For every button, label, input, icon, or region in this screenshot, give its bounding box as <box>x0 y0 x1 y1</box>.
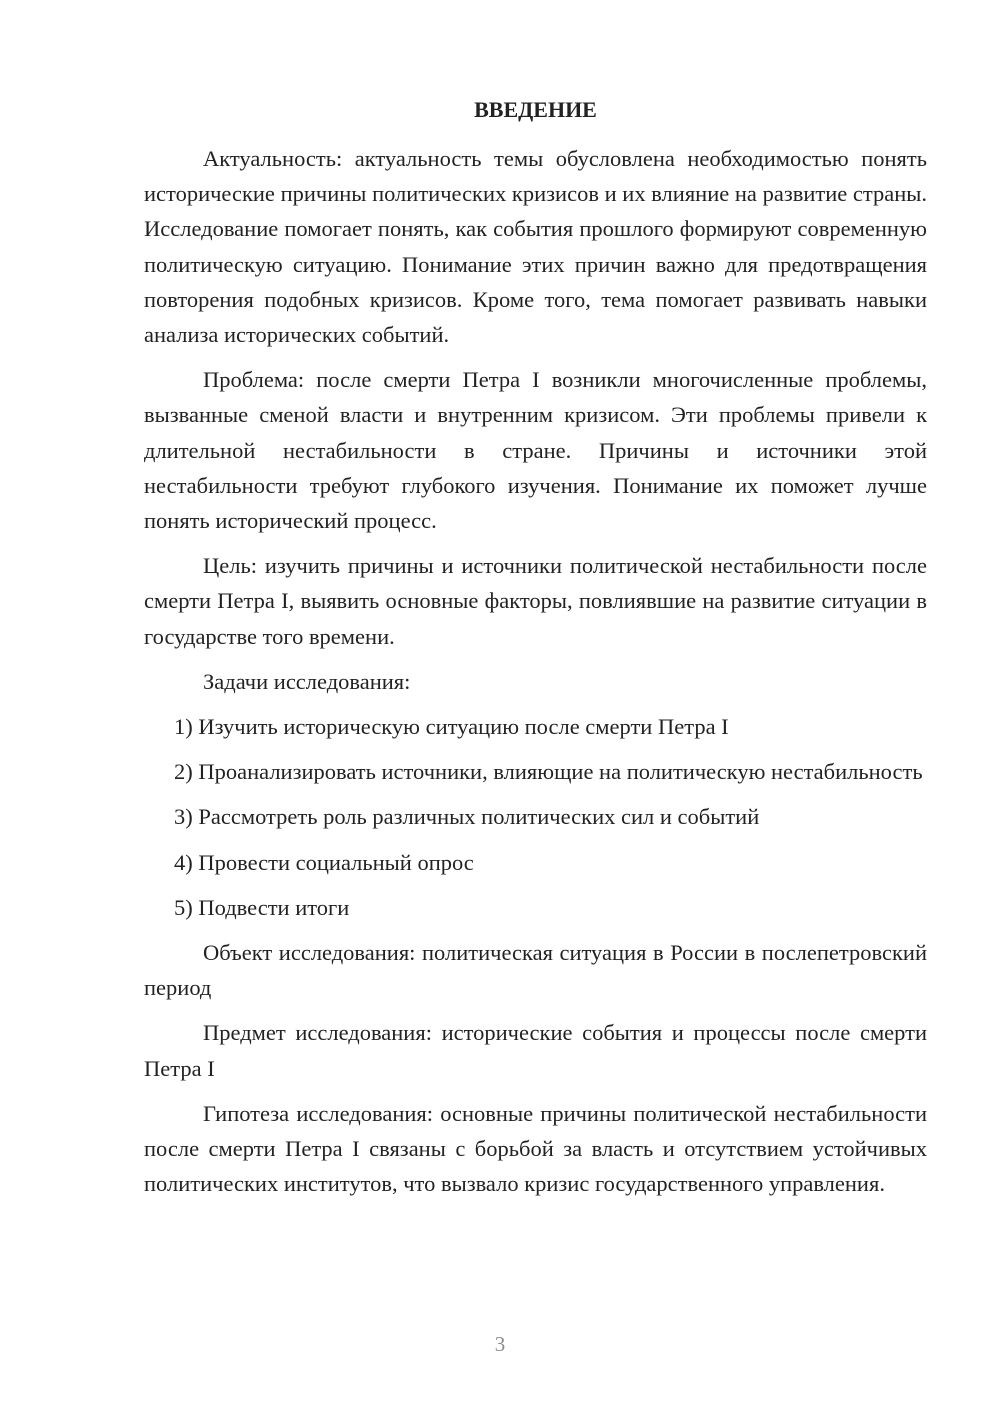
section-title: ВВЕДЕНИЕ <box>474 97 597 122</box>
task-item-2: 2) Проанализировать источники, влияющие на политическую нестабильность <box>174 759 923 785</box>
task-item-3: 3) Рассмотреть роль различных политических сил и событий <box>174 804 760 830</box>
problem-paragraph: Проблема: после смерти Петра I возникли многочисленные проблемы, вызванные сменой власти и внутренним кризисом. Эти проблемы привели к длительной нестабильности в стране. Причины и источники этой нестабильности требуют глубокого изучения. Понимание их поможет лучше понять исторический процесс. <box>144 367 927 534</box>
hypothesis-paragraph: Гипотеза исследования: основные причины политической нестабильности после смерти Петра I связаны с борьбой за власть и отсутствием устойчивых политических институтов, что вызвало кризис государственного управления. <box>144 1100 927 1197</box>
page-content <box>144 92 927 1201</box>
subject-paragraph: Предмет исследования: исторические события и процессы после смерти Петра I <box>144 1020 927 1081</box>
relevance-paragraph: Актуальность: актуальность темы обусловлена необходимостью понять исторические причины политических кризисов и их влияние на развитие страны. Исследование помогает понять, как события прошлого формируют современную политическую ситуацию. Понимание этих причин важно для предотвращения повторения подобных кризисов. Кроме того, тема помогает развивать навыки анализа исторических событий. <box>144 146 927 348</box>
page-number: 3 <box>494 1332 506 1356</box>
task-item-4: 4) Провести социальный опрос <box>174 849 474 875</box>
object-paragraph: Объект исследования: политическая ситуация в России в послепетровский период <box>144 940 927 1001</box>
task-item-1: 1) Изучить историческую ситуацию после смерти Петра I <box>174 714 729 740</box>
task-item-5: 5) Подвести итоги <box>174 894 350 920</box>
tasks-heading: Задачи исследования: <box>203 668 411 694</box>
tasks-list <box>144 709 927 925</box>
goal-paragraph: Цель: изучить причины и источники политической нестабильности после смерти Петра I, выявить основные факторы, повлиявшие на развитие ситуации в государстве того времени. <box>144 553 927 649</box>
